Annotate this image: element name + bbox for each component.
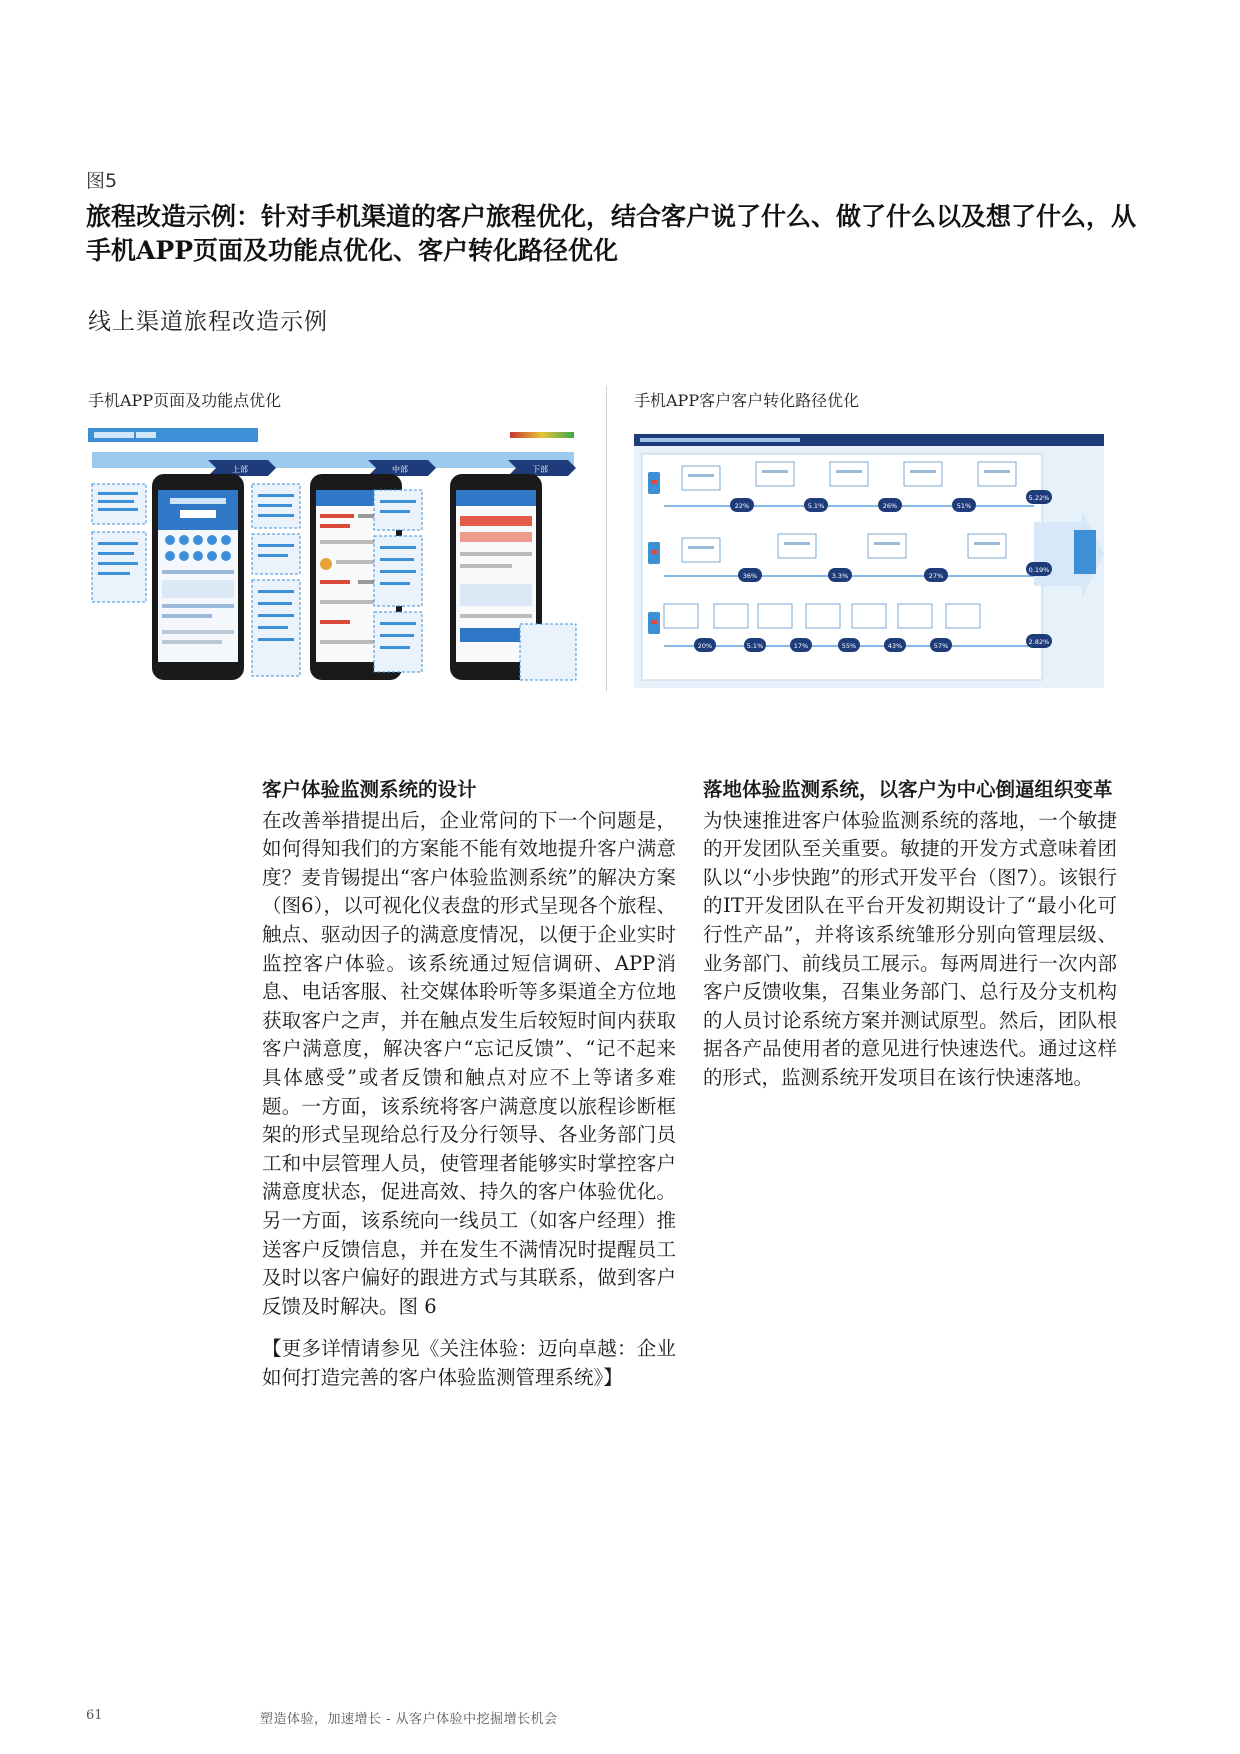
rate-r2-2: 3.3%	[831, 572, 849, 580]
left-panel-caption: 手机APP页面及功能点优化	[88, 391, 282, 410]
left-column	[262, 776, 676, 1392]
left-section-body: 在改善举措提出后，企业常问的下一个问题是，如何得知我们的方案能不能有效地提升客户满意度？麦肯锡提出“客户体验监测系统”的解决方案（图6），以可视化仪表盘的形式呈现各个旅程、触点、驱动因子的满意度情况，以便于企业实时监控客户体验。该系统通过短信调研、APP消息、电话客服、社交媒体聆听等多渠道全方位地获取客户之声，并在触点发生后较短时间内获取客户满意度，解决客户“忘记反馈”、“记不起来具体感受”或者反馈和触点对应不上等诸多难题。一方面，该系统将客户满意度以旅程诊断框架的形式呈现给总行及分行领导、各业务部门员工和中层管理人员，使管理者能够实时掌控客户满意度状态，促进高效、持久的客户体验优化。另一方面，该系统向一线员工（如客户经理）推送客户反馈信息，并在发生不满情况时提醒员工及时以客户偏好的跟进方式与其联系，做到客户反馈及时解决。图 6	[262, 808, 676, 1318]
rate-r2-1: 36%	[742, 572, 758, 580]
left-section-reference: 【更多详情请参见《关注体验：迈向卓越：企业如何打造完善的客户体验监测管理系统》】	[262, 1337, 676, 1389]
figure-label: 图5	[86, 170, 118, 192]
right-section-heading: 落地体验监测系统，以客户为中心倒逼组织变革	[703, 778, 1113, 801]
rate-r3-6: 57%	[933, 642, 949, 650]
right-column	[703, 776, 1117, 1093]
rate-r1-3: 26%	[882, 502, 898, 510]
figure-subtitle: 线上渠道旅程改造示例	[88, 309, 328, 335]
rate-r3-2: 5.1%	[746, 642, 764, 650]
right-section-body: 为快速推进客户体验监测系统的落地，一个敏捷的开发团队至关重要。敏捷的开发方式意味着团队以“小步快跑”的形式开发平台（图7）。该银行的IT开发团队在平台开发初期设计了“最小化可行性产品”，并将该系统雏形分别向管理层级、业务部门、前线员工展示。每两周进行一次内部客户反馈收集，召集业务部门、总行及分支机构的人员讨论系统方案并测试原型。然后，团队根据各产品使用者的意见进行快速迭代。通过这样的形式，监测系统开发项目在该行快速落地。	[703, 808, 1117, 1089]
rate-r3-3: 17%	[793, 642, 809, 650]
right-panel-caption: 手机APP客户客户转化路径优化	[634, 391, 860, 410]
rate-r1-1: 22%	[734, 502, 750, 510]
rate-r2-4: 0.19%	[1028, 566, 1050, 574]
app-page-optimization-illustration	[88, 424, 578, 686]
stage-label-middle: 中部	[392, 465, 408, 474]
panel-divider	[606, 386, 607, 691]
figure-title: 旅程改造示例：针对手机渠道的客户旅程优化，结合客户说了什么、做了什么以及想了什么，从手机APP页面及功能点优化、客户转化路径优化	[86, 202, 1137, 265]
stage-label-bottom: 下部	[532, 465, 548, 474]
rate-r1-4: 51%	[956, 502, 972, 510]
rate-r3-7: 2.82%	[1028, 638, 1050, 646]
rate-r2-3: 27%	[928, 572, 944, 580]
page-number: 61	[86, 1708, 103, 1723]
stage-label-top: 上部	[232, 465, 248, 474]
conversion-path-illustration	[634, 434, 1104, 688]
left-section-heading: 客户体验监测系统的设计	[262, 778, 477, 801]
rate-r3-5: 43%	[887, 642, 903, 650]
footer-title: 塑造体验，加速增长 - 从客户体验中挖掘增长机会	[260, 1712, 558, 1727]
rate-r3-4: 55%	[841, 642, 857, 650]
rate-r3-1: 20%	[697, 642, 713, 650]
rate-r1-2: 5.1%	[807, 502, 825, 510]
rate-r1-5: 5.22%	[1028, 494, 1050, 502]
